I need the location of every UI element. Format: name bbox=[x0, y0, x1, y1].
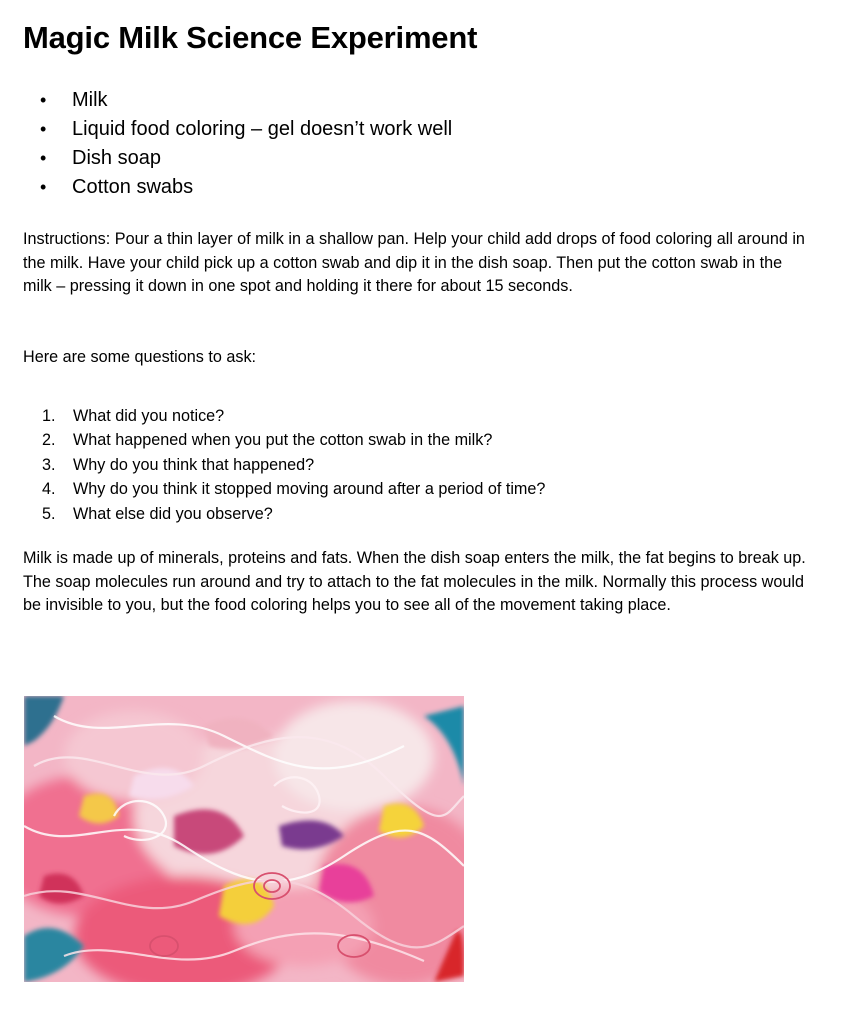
page-title: Magic Milk Science Experiment bbox=[23, 20, 478, 55]
question-text: Why do you think that happened? bbox=[73, 455, 315, 474]
list-number: 1. bbox=[42, 407, 56, 425]
list-item: • Liquid food coloring – gel doesn’t work well bbox=[40, 115, 452, 144]
marbled-milk-photo bbox=[24, 696, 464, 982]
instructions-paragraph: Instructions: Pour a thin layer of milk in a shallow pan. Help your child add drops of food coloring all around in the milk. Have your child pick up a cotton swab and dip it in the dish soap. Then put the cotton swab in the milk – pressing it down in one spot and holding it there for about 15 seconds. bbox=[23, 230, 805, 296]
explanation-paragraph: Milk is made up of minerals, proteins and fats. When the dish soap enters the milk, the fat begins to break up. The soap molecules run around and try to attach to the fat molecules in the milk. Normally this process would be invisible to you, but the food coloring helps you to see all of the movement taking place. bbox=[23, 549, 806, 615]
question-text: What did you notice? bbox=[73, 407, 225, 425]
list-item bbox=[42, 477, 545, 501]
question-text: Why do you think it stopped moving around after a period of time? bbox=[73, 480, 546, 499]
list-item bbox=[42, 453, 545, 477]
question-text: What else did you observe? bbox=[73, 504, 273, 523]
list-number: 4. bbox=[42, 480, 56, 499]
list-item: • Dish soap bbox=[40, 144, 452, 173]
list-item: • Milk bbox=[40, 86, 452, 115]
question-text: What happened when you put the cotton swab in the milk? bbox=[73, 431, 493, 450]
list-number: 2. bbox=[42, 431, 56, 450]
list-item bbox=[42, 502, 545, 526]
questions-heading: Here are some questions to ask: bbox=[23, 348, 257, 366]
list-item bbox=[42, 404, 545, 428]
list-number: 5. bbox=[42, 504, 56, 523]
supplies-list bbox=[40, 86, 452, 202]
list-number: 3. bbox=[42, 455, 56, 474]
list-item bbox=[42, 428, 545, 452]
questions-list bbox=[42, 404, 545, 526]
list-item: • Cotton swabs bbox=[40, 173, 452, 202]
